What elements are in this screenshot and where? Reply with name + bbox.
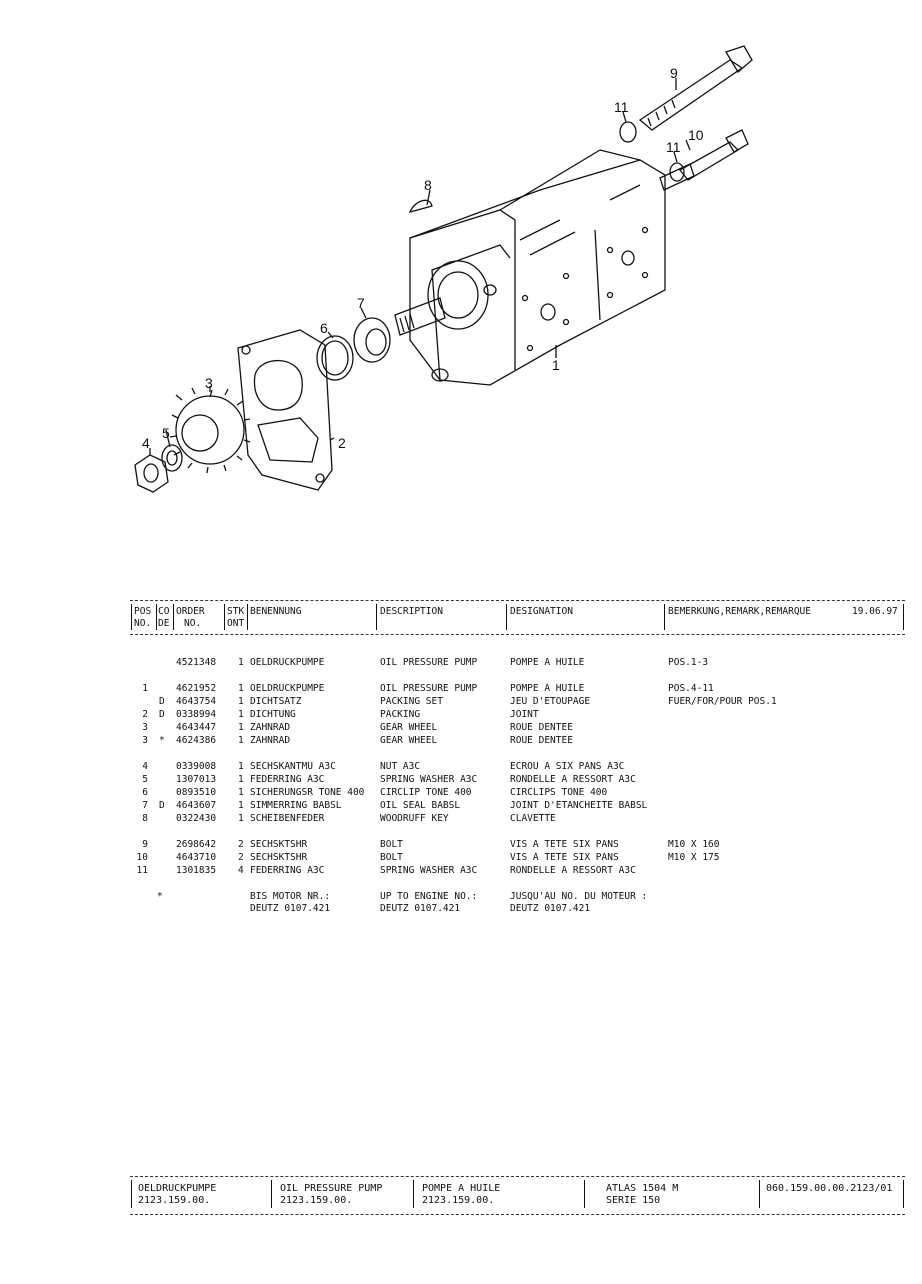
row-benennung: SECHSKANTMU A3C <box>250 761 336 772</box>
divider <box>131 1180 132 1208</box>
callout-1: 1 <box>552 357 560 373</box>
note-marker: * <box>157 891 163 902</box>
row-pos: 6 <box>142 787 148 798</box>
row-pos: 7 <box>142 800 148 811</box>
row-description: SPRING WASHER A3C <box>380 865 478 876</box>
row-description: CIRCLIP TONE 400 <box>380 787 472 798</box>
row-remark: FUER/FOR/POUR POS.1 <box>668 696 777 707</box>
divider <box>224 604 225 630</box>
row-quantity: 1 <box>238 774 244 785</box>
row-description: GEAR WHEEL <box>380 735 438 746</box>
row-designation: CLAVETTE <box>510 813 556 824</box>
note-designation: JUSQU'AU NO. DU MOTEUR : DEUTZ 0107.421 <box>510 891 648 914</box>
row-benennung: OELDRUCKPUMPE <box>250 657 325 668</box>
row-designation: POMPE A HUILE <box>510 683 585 694</box>
row-description: SPRING WASHER A3C <box>380 774 478 785</box>
footer-german-title: OELDRUCKPUMPE 2123.159.00. <box>138 1183 217 1206</box>
note-description: UP TO ENGINE NO.: DEUTZ 0107.421 <box>380 891 478 914</box>
row-quantity: 1 <box>238 813 244 824</box>
row-benennung: SECHSKTSHR <box>250 839 308 850</box>
row-order-no: 4643710 <box>176 852 217 863</box>
row-pos: 10 <box>136 852 148 863</box>
row-code: * <box>159 735 165 746</box>
table-date: 19.06.97 <box>852 606 898 617</box>
row-pos: 5 <box>142 774 148 785</box>
callout-3: 3 <box>205 375 213 391</box>
row-quantity: 1 <box>238 800 244 811</box>
row-description: OIL PRESSURE PUMP <box>380 657 478 668</box>
divider <box>130 1214 905 1215</box>
row-description: WOODRUFF KEY <box>380 813 449 824</box>
divider <box>271 1180 272 1208</box>
row-designation: RONDELLE A RESSORT A3C <box>510 774 636 785</box>
footer-english-title: OIL PRESSURE PUMP 2123.159.00. <box>280 1183 383 1206</box>
header-quantity: STK ONT <box>227 606 245 629</box>
row-benennung: DICHTUNG <box>250 709 296 720</box>
woodruff-key-drawing <box>410 200 432 212</box>
row-designation: JEU D'ETOUPAGE <box>510 696 591 707</box>
row-order-no: 4521348 <box>176 657 217 668</box>
divider <box>173 604 174 630</box>
row-order-no: 0339008 <box>176 761 217 772</box>
row-benennung: OELDRUCKPUMPE <box>250 683 325 694</box>
row-pos: 2 <box>142 709 148 720</box>
row-benennung: ZAHNRAD <box>250 735 291 746</box>
row-quantity: 2 <box>238 852 244 863</box>
header-pos: POS NO. <box>134 606 152 629</box>
spring-washer-drawing <box>162 445 182 471</box>
row-quantity: 1 <box>238 735 244 746</box>
row-remark: M10 X 175 <box>668 852 720 863</box>
footer-french-title: POMPE A HUILE 2123.159.00. <box>422 1183 501 1206</box>
divider <box>130 1176 905 1177</box>
row-benennung: DICHTSATZ <box>250 696 302 707</box>
row-quantity: 1 <box>238 696 244 707</box>
callout-5: 5 <box>162 425 170 441</box>
circlip-drawing <box>317 336 353 380</box>
row-quantity: 1 <box>238 761 244 772</box>
divider <box>584 1180 585 1208</box>
row-benennung: SIMMERRING BABSL <box>250 800 342 811</box>
divider <box>413 1180 414 1208</box>
callout-2: 2 <box>338 435 346 451</box>
row-order-no: 0322430 <box>176 813 217 824</box>
row-quantity: 1 <box>238 722 244 733</box>
spring-washer-small-drawing <box>620 122 636 142</box>
row-designation: ECROU A SIX PANS A3C <box>510 761 625 772</box>
divider <box>130 634 905 635</box>
row-order-no: 4643607 <box>176 800 217 811</box>
row-description: GEAR WHEEL <box>380 722 438 733</box>
row-order-no: 4643754 <box>176 696 217 707</box>
callout-10: 10 <box>688 127 704 143</box>
divider <box>131 604 132 630</box>
exploded-parts-drawing <box>0 0 922 560</box>
row-quantity: 1 <box>238 657 244 668</box>
row-quantity: 2 <box>238 839 244 850</box>
row-remark: M10 X 160 <box>668 839 720 850</box>
row-benennung: FEDERRING A3C <box>250 865 325 876</box>
header-benennung: BENENNUNG <box>250 606 302 617</box>
row-benennung: SECHSKTSHR <box>250 852 308 863</box>
row-pos: 3 <box>142 735 148 746</box>
row-designation: ROUE DENTEE <box>510 722 573 733</box>
footer-model: ATLAS 1504 M SERIE 150 <box>606 1183 679 1206</box>
row-code: D <box>159 696 165 707</box>
row-description: PACKING SET <box>380 696 443 707</box>
row-order-no: 0338994 <box>176 709 217 720</box>
row-description: NUT A3C <box>380 761 421 772</box>
divider <box>759 1180 760 1208</box>
header-description: DESCRIPTION <box>380 606 443 617</box>
row-designation: RONDELLE A RESSORT A3C <box>510 865 636 876</box>
callout-7: 7 <box>357 295 365 311</box>
note-benennung: BIS MOTOR NR.: DEUTZ 0107.421 <box>250 891 331 914</box>
row-description: BOLT <box>380 839 403 850</box>
oil-seal-drawing <box>354 318 390 362</box>
row-quantity: 1 <box>238 787 244 798</box>
row-designation: VIS A TETE SIX PANS <box>510 852 619 863</box>
header-code: CO DE <box>158 606 170 629</box>
row-benennung: SICHERUNGSR TONE 400 <box>250 787 365 798</box>
divider <box>376 604 377 630</box>
row-quantity: 1 <box>238 683 244 694</box>
row-order-no: 0893510 <box>176 787 217 798</box>
divider <box>903 604 904 630</box>
row-designation: CIRCLIPS TONE 400 <box>510 787 608 798</box>
callout-11: 11 <box>666 139 681 155</box>
header-order: ORDER NO. <box>176 606 205 629</box>
row-pos: 9 <box>142 839 148 850</box>
row-benennung: FEDERRING A3C <box>250 774 325 785</box>
row-code: D <box>159 800 165 811</box>
callout-4: 4 <box>142 435 150 451</box>
row-designation: ROUE DENTEE <box>510 735 573 746</box>
divider <box>247 604 248 630</box>
row-code: D <box>159 709 165 720</box>
row-designation: VIS A TETE SIX PANS <box>510 839 619 850</box>
row-order-no: 2698642 <box>176 839 217 850</box>
row-remark: POS.1-3 <box>668 657 709 668</box>
footer-document-code: 060.159.00.00.2123/01 <box>766 1183 893 1194</box>
callout-6: 6 <box>320 320 328 336</box>
row-order-no: 4624386 <box>176 735 217 746</box>
drive-shaft-drawing <box>395 298 445 335</box>
row-order-no: 1301835 <box>176 865 217 876</box>
divider <box>156 604 157 630</box>
row-designation: JOINT <box>510 709 539 720</box>
row-pos: 8 <box>142 813 148 824</box>
bolt-drawing <box>640 46 752 130</box>
row-pos: 11 <box>136 865 148 876</box>
row-order-no: 4643447 <box>176 722 217 733</box>
divider <box>903 1180 904 1208</box>
row-designation: JOINT D'ETANCHEITE BABSL <box>510 800 648 811</box>
row-description: OIL PRESSURE PUMP <box>380 683 478 694</box>
nut-drawing <box>135 455 168 492</box>
row-order-no: 1307013 <box>176 774 217 785</box>
row-order-no: 4621952 <box>176 683 217 694</box>
row-pos: 3 <box>142 722 148 733</box>
header-remark: BEMERKUNG,REMARK,REMARQUE <box>668 606 811 617</box>
row-description: PACKING <box>380 709 421 720</box>
pump-body-drawing <box>410 150 665 385</box>
divider <box>664 604 665 630</box>
row-description: OIL SEAL BABSL <box>380 800 461 811</box>
callout-8: 8 <box>424 177 432 193</box>
callout-9: 9 <box>670 65 678 81</box>
row-remark: POS.4-11 <box>668 683 714 694</box>
row-pos: 1 <box>142 683 148 694</box>
row-pos: 4 <box>142 761 148 772</box>
row-description: BOLT <box>380 852 403 863</box>
row-quantity: 1 <box>238 709 244 720</box>
row-benennung: ZAHNRAD <box>250 722 291 733</box>
header-designation: DESIGNATION <box>510 606 573 617</box>
callout-11: 11 <box>614 99 629 115</box>
row-quantity: 4 <box>238 865 244 876</box>
row-designation: POMPE A HUILE <box>510 657 585 668</box>
divider <box>130 600 905 601</box>
row-benennung: SCHEIBENFEDER <box>250 813 325 824</box>
divider <box>506 604 507 630</box>
